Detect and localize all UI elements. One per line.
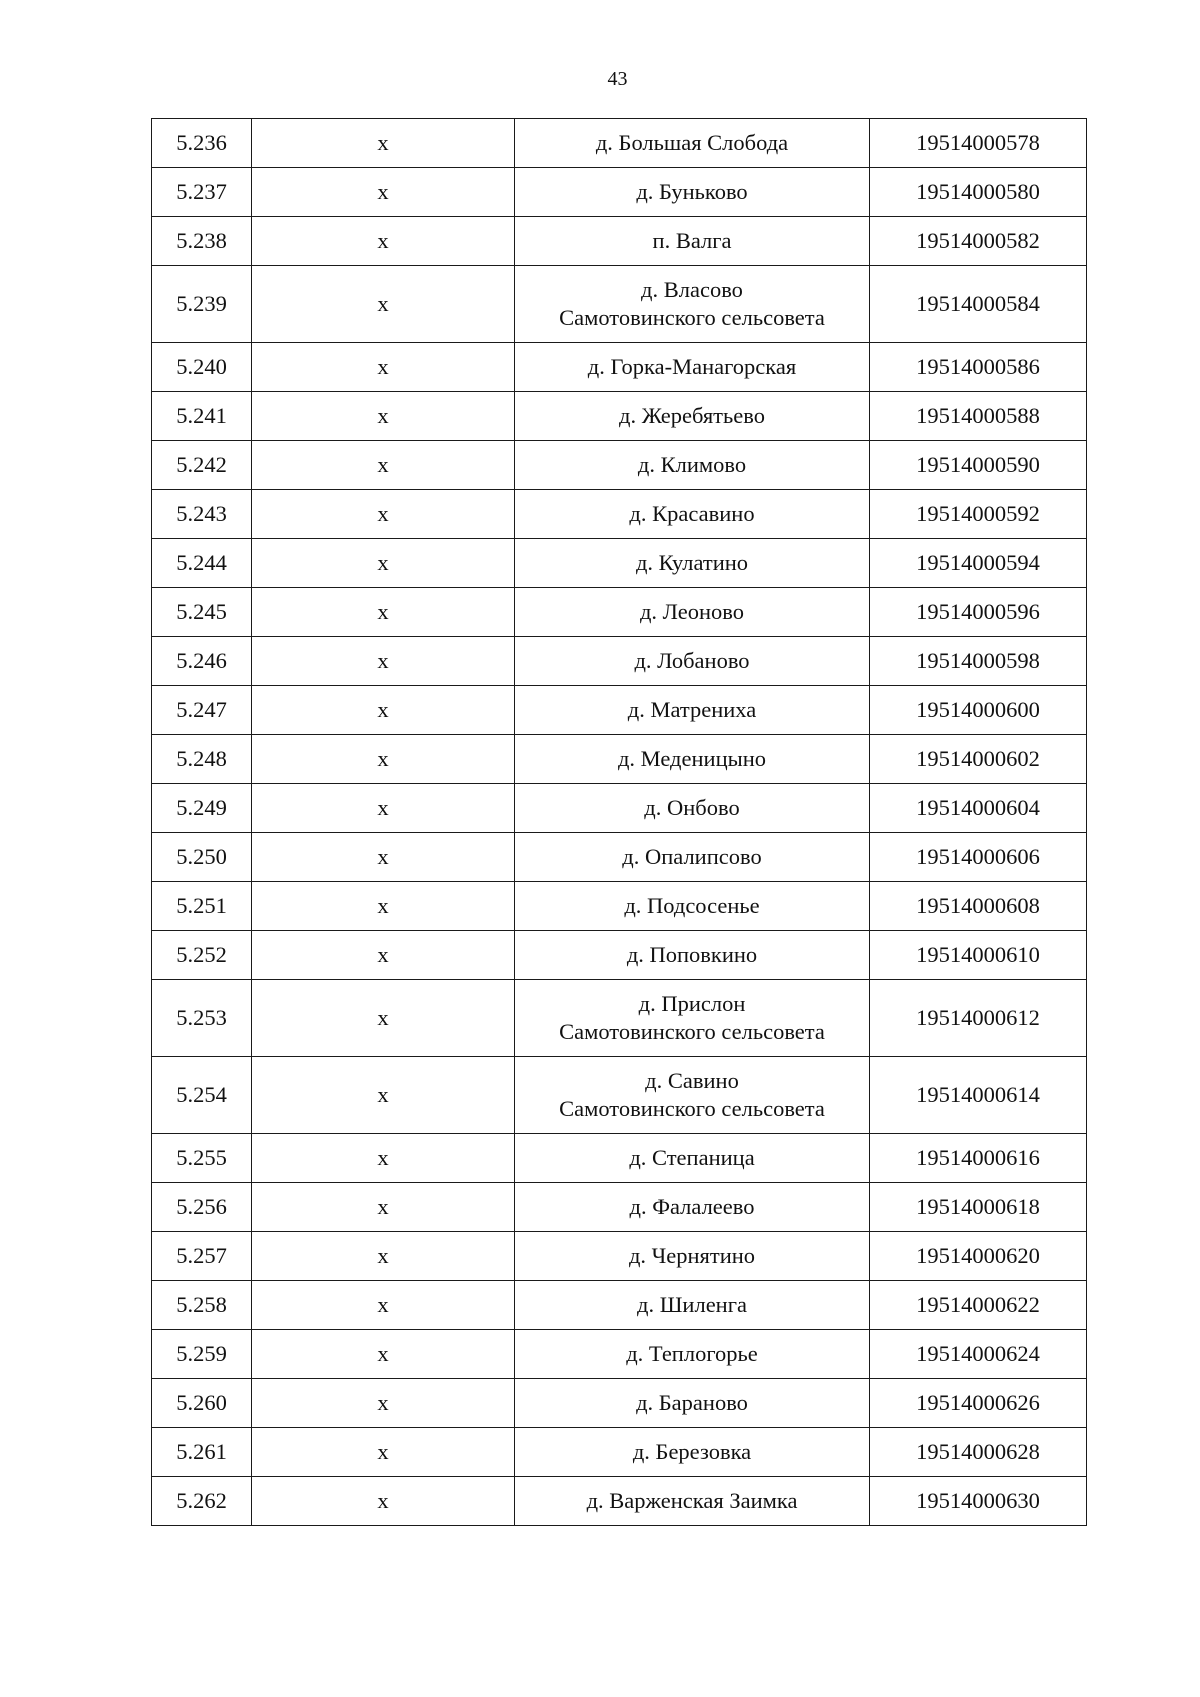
row-number-cell: 5.259 xyxy=(152,1330,252,1379)
oktmo-code-cell: 19514000630 xyxy=(870,1477,1087,1526)
row-number-cell: 5.243 xyxy=(152,490,252,539)
settlement-name-cell xyxy=(515,1379,870,1428)
table-row xyxy=(152,1477,1087,1526)
settlement-name-line: д. Степаница xyxy=(629,1145,755,1170)
row-number-cell: 5.240 xyxy=(152,343,252,392)
row-number-cell: 5.239 xyxy=(152,266,252,343)
oktmo-code-cell: 19514000600 xyxy=(870,686,1087,735)
row-number-cell: 5.250 xyxy=(152,833,252,882)
oktmo-code-cell: 19514000610 xyxy=(870,931,1087,980)
row-number-cell: 5.260 xyxy=(152,1379,252,1428)
row-mark-cell: х xyxy=(252,1134,515,1183)
row-number-cell: 5.254 xyxy=(152,1057,252,1134)
row-mark-cell: х xyxy=(252,882,515,931)
table-body xyxy=(152,119,1087,1526)
oktmo-code-cell: 19514000602 xyxy=(870,735,1087,784)
row-mark-cell: х xyxy=(252,833,515,882)
settlement-name-cell xyxy=(515,1183,870,1232)
oktmo-code-cell: 19514000616 xyxy=(870,1134,1087,1183)
row-mark-cell: х xyxy=(252,637,515,686)
oktmo-code-cell: 19514000606 xyxy=(870,833,1087,882)
oktmo-code-cell: 19514000628 xyxy=(870,1428,1087,1477)
row-mark-cell: х xyxy=(252,1330,515,1379)
row-number-cell: 5.262 xyxy=(152,1477,252,1526)
oktmo-code-cell: 19514000596 xyxy=(870,588,1087,637)
row-number-cell: 5.242 xyxy=(152,441,252,490)
settlement-name-cell xyxy=(515,168,870,217)
row-number-cell: 5.261 xyxy=(152,1428,252,1477)
row-mark-cell: х xyxy=(252,119,515,168)
settlement-name-line: п. Валга xyxy=(652,228,732,253)
row-number-cell: 5.237 xyxy=(152,168,252,217)
row-number-cell: 5.253 xyxy=(152,980,252,1057)
settlement-name-cell xyxy=(515,980,870,1057)
settlement-name-line: д. Кулатино xyxy=(635,550,749,575)
settlement-name-cell xyxy=(515,1134,870,1183)
oktmo-code-cell: 19514000582 xyxy=(870,217,1087,266)
row-number-cell: 5.252 xyxy=(152,931,252,980)
row-mark-cell: х xyxy=(252,1232,515,1281)
settlement-name-line: д. Горка-Манагорская xyxy=(587,354,797,379)
settlement-name-line: д. Березовка xyxy=(632,1439,752,1464)
settlement-name-line: Самотовинского сельсовета xyxy=(559,1096,825,1121)
row-number-cell: 5.251 xyxy=(152,882,252,931)
row-number-cell: 5.245 xyxy=(152,588,252,637)
table-row xyxy=(152,784,1087,833)
row-mark-cell: х xyxy=(252,168,515,217)
row-number-cell: 5.244 xyxy=(152,539,252,588)
settlement-name-cell xyxy=(515,833,870,882)
table-row xyxy=(152,931,1087,980)
oktmo-code-cell: 19514000590 xyxy=(870,441,1087,490)
row-number-cell: 5.246 xyxy=(152,637,252,686)
row-mark-cell: х xyxy=(252,735,515,784)
settlement-name-line: д. Варженская Заимка xyxy=(586,1488,798,1513)
page-number: 43 xyxy=(607,68,628,90)
table-row xyxy=(152,1057,1087,1134)
settlement-name-cell xyxy=(515,441,870,490)
settlement-name-line: д. Бараново xyxy=(636,1390,748,1415)
row-mark-cell: х xyxy=(252,1057,515,1134)
settlement-name-cell xyxy=(515,266,870,343)
table-row xyxy=(152,1281,1087,1330)
row-mark-cell: х xyxy=(252,1477,515,1526)
oktmo-code-cell: 19514000580 xyxy=(870,168,1087,217)
row-number-cell: 5.238 xyxy=(152,217,252,266)
table-row xyxy=(152,119,1087,168)
row-number-cell: 5.236 xyxy=(152,119,252,168)
row-mark-cell: х xyxy=(252,1183,515,1232)
settlement-name-line: д. Опалипсово xyxy=(622,844,762,869)
row-number-cell: 5.247 xyxy=(152,686,252,735)
row-number-cell: 5.249 xyxy=(152,784,252,833)
settlement-name-cell xyxy=(515,1477,870,1526)
row-number-cell: 5.248 xyxy=(152,735,252,784)
settlement-name-line: д. Поповкино xyxy=(626,942,758,967)
settlement-name-line: д. Большая Слобода xyxy=(595,130,789,155)
oktmo-code-cell: 19514000588 xyxy=(870,392,1087,441)
settlement-name-line: д. Теплогорье xyxy=(626,1341,758,1366)
table-row xyxy=(152,588,1087,637)
row-number-cell: 5.257 xyxy=(152,1232,252,1281)
table-row xyxy=(152,735,1087,784)
row-mark-cell: х xyxy=(252,980,515,1057)
oktmo-code-cell: 19514000624 xyxy=(870,1330,1087,1379)
table-row xyxy=(152,1379,1087,1428)
table-row xyxy=(152,1232,1087,1281)
table-row xyxy=(152,1134,1087,1183)
settlement-name-cell xyxy=(515,931,870,980)
row-mark-cell: х xyxy=(252,1379,515,1428)
table-row xyxy=(152,490,1087,539)
settlement-name-line: д. Леоново xyxy=(639,599,745,624)
settlement-name-line: д. Меденицыно xyxy=(617,746,767,771)
row-number-cell: 5.258 xyxy=(152,1281,252,1330)
oktmo-code-cell: 19514000626 xyxy=(870,1379,1087,1428)
settlement-name-cell xyxy=(515,637,870,686)
oktmo-code-cell: 19514000604 xyxy=(870,784,1087,833)
oktmo-code-cell: 19514000586 xyxy=(870,343,1087,392)
oktmo-code-cell: 19514000612 xyxy=(870,980,1087,1057)
row-mark-cell: х xyxy=(252,784,515,833)
row-mark-cell: х xyxy=(252,1281,515,1330)
row-mark-cell: х xyxy=(252,343,515,392)
table-row xyxy=(152,266,1087,343)
settlement-name-cell xyxy=(515,686,870,735)
row-mark-cell: х xyxy=(252,931,515,980)
row-mark-cell: х xyxy=(252,686,515,735)
settlement-name-cell xyxy=(515,1281,870,1330)
row-mark-cell: х xyxy=(252,392,515,441)
table-row xyxy=(152,217,1087,266)
table-row xyxy=(152,882,1087,931)
settlement-name-cell xyxy=(515,217,870,266)
settlement-name-line: д. Жеребятьево xyxy=(619,403,765,428)
settlement-name-cell xyxy=(515,588,870,637)
oktmo-code-cell: 19514000592 xyxy=(870,490,1087,539)
oktmo-code-cell: 19514000608 xyxy=(870,882,1087,931)
row-mark-cell: х xyxy=(252,1428,515,1477)
table-row xyxy=(152,343,1087,392)
row-mark-cell: х xyxy=(252,588,515,637)
settlement-name-line: д. Савино xyxy=(645,1068,739,1093)
settlement-name-cell xyxy=(515,539,870,588)
settlement-name-line: д. Прислон xyxy=(638,991,746,1016)
settlement-name-cell xyxy=(515,490,870,539)
table-row xyxy=(152,539,1087,588)
oktmo-code-cell: 19514000584 xyxy=(870,266,1087,343)
row-number-cell: 5.256 xyxy=(152,1183,252,1232)
settlement-name-line: д. Шиленга xyxy=(637,1292,747,1317)
row-mark-cell: х xyxy=(252,266,515,343)
table-row xyxy=(152,686,1087,735)
table-row xyxy=(152,392,1087,441)
settlement-name-cell xyxy=(515,735,870,784)
row-number-cell: 5.241 xyxy=(152,392,252,441)
settlement-name-line: д. Чернятино xyxy=(628,1243,756,1268)
settlement-name-line: д. Онбово xyxy=(644,795,740,820)
table-row xyxy=(152,1183,1087,1232)
settlement-name-cell xyxy=(515,392,870,441)
table-row xyxy=(152,1330,1087,1379)
settlements-table xyxy=(151,118,1087,1526)
settlement-name-line: д. Буньково xyxy=(636,179,748,204)
oktmo-code-cell: 19514000594 xyxy=(870,539,1087,588)
table-row xyxy=(152,833,1087,882)
oktmo-code-cell: 19514000614 xyxy=(870,1057,1087,1134)
settlement-name-line: д. Климово xyxy=(637,452,747,477)
settlement-name-line: д. Подсосенье xyxy=(624,893,760,918)
settlement-name-line: д. Матрениха xyxy=(627,697,757,722)
settlement-name-line: д. Фалалеево xyxy=(629,1194,755,1219)
oktmo-code-cell: 19514000620 xyxy=(870,1232,1087,1281)
settlement-name-cell xyxy=(515,784,870,833)
settlement-name-cell xyxy=(515,882,870,931)
row-mark-cell: х xyxy=(252,539,515,588)
table-row xyxy=(152,637,1087,686)
row-mark-cell: х xyxy=(252,441,515,490)
row-number-cell: 5.255 xyxy=(152,1134,252,1183)
settlement-name-line: д. Лобаново xyxy=(634,648,750,673)
settlement-name-cell xyxy=(515,119,870,168)
settlement-name-line: Самотовинского сельсовета xyxy=(559,305,825,330)
settlement-name-cell xyxy=(515,1057,870,1134)
settlement-name-line: Самотовинского сельсовета xyxy=(559,1019,825,1044)
settlement-name-line: д. Власово xyxy=(641,277,743,302)
row-mark-cell: х xyxy=(252,217,515,266)
oktmo-code-cell: 19514000578 xyxy=(870,119,1087,168)
row-mark-cell: х xyxy=(252,490,515,539)
table-row xyxy=(152,441,1087,490)
oktmo-code-cell: 19514000622 xyxy=(870,1281,1087,1330)
settlement-name-cell xyxy=(515,1232,870,1281)
settlement-name-cell xyxy=(515,1330,870,1379)
table-row xyxy=(152,1428,1087,1477)
oktmo-code-cell: 19514000618 xyxy=(870,1183,1087,1232)
table-row xyxy=(152,980,1087,1057)
settlement-name-cell xyxy=(515,343,870,392)
settlement-name-line: д. Красавино xyxy=(629,501,755,526)
oktmo-code-cell: 19514000598 xyxy=(870,637,1087,686)
settlement-name-cell xyxy=(515,1428,870,1477)
table-row xyxy=(152,168,1087,217)
